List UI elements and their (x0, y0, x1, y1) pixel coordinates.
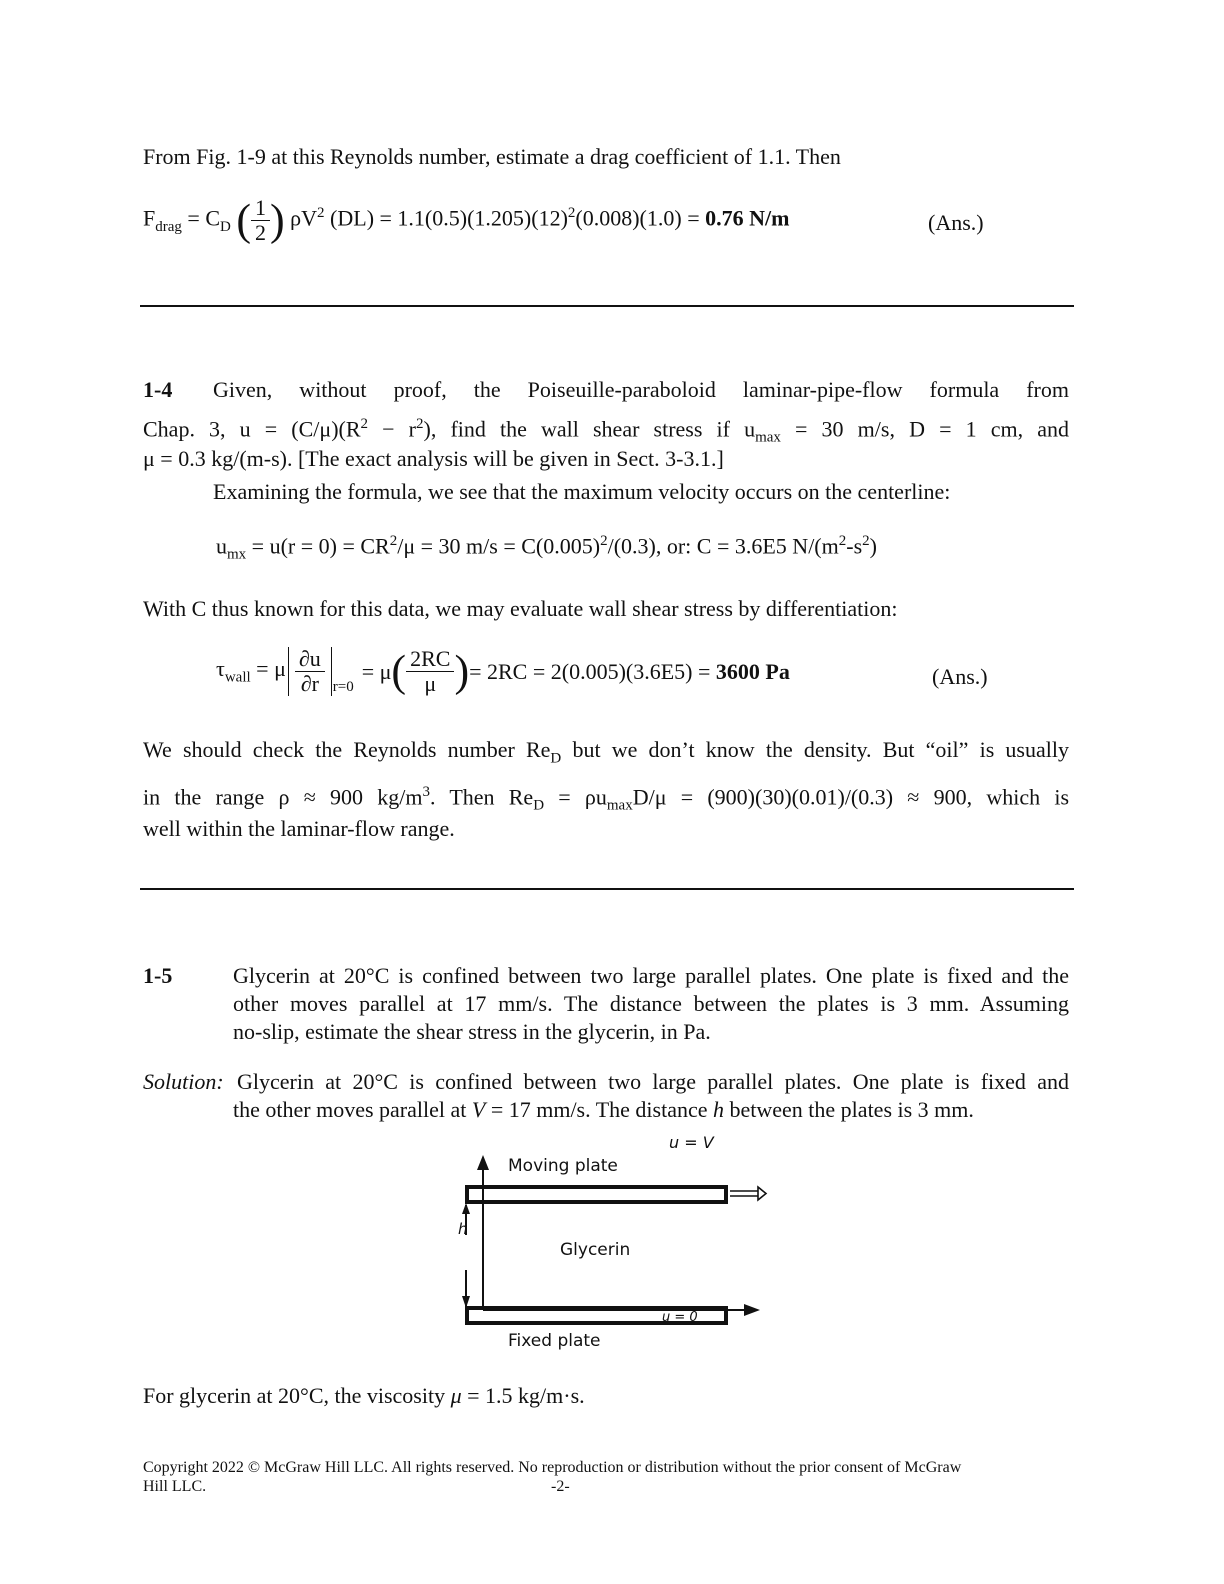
bottom-axis-arrow (744, 1304, 760, 1316)
drag-equation: $F_{drag} = C_D$ ( $\frac{1}{2}$ ) $\rho V^2$ $(DL) = 1.1(0.5)(1.205)(12)^2(0.008)(1.0) = 0.76$ N/m (143, 195, 790, 245)
p14-line-3: μ = 0.3 kg/(m-s). [The exact analysis will be given in Sect. 3-3.1.] (143, 446, 724, 471)
section-divider-2 (140, 888, 1074, 890)
shear-answer: 3600 Pa (715, 658, 790, 684)
solution-line-2: the other moves parallel at V = 17 mm/s. The distance h between the plates is 3 mm. (233, 1097, 974, 1122)
p15-line-2: other moves parallel at 17 mm/s. The distance between the plates is 3 mm. Assuming (233, 991, 1069, 1016)
p14-line-1: Given, without proof, the Poiseuille-paraboloid laminar-pipe-flow formula from (213, 377, 1069, 402)
ans-tag-1: (Ans.) (928, 210, 984, 235)
footer-copyright: Copyright 2022 © McGraw Hill LLC. All rights reserved. No reproduction or distribution without the prior consent of McGraw (143, 1459, 962, 1476)
p14-line-6: We should check the Reynolds number $Re_D$ but we don’t know the density. But “oil” is usually (143, 737, 1069, 767)
u-zero-label: u = 0 (662, 1310, 698, 1325)
p15-line-3: no-slip, estimate the shear stress in the glycerin, in Pa. (233, 1019, 711, 1044)
p14-line-7: in the range ρ ≈ 900 $kg/m^3$. Then $Re_D = \rho u_{max}D/\mu = (900)(30)(0.01)/(0.3) \approx 900$, which is (143, 784, 1069, 814)
solution-label: Solution: (143, 1069, 224, 1094)
intro-text: From Fig. 1-9 at this Reynolds number, estimate a drag coefficient of 1.1. Then (143, 144, 841, 169)
footer-copyright-2: Hill LLC. (143, 1478, 207, 1495)
moving-plate-label: Moving plate (508, 1156, 618, 1176)
solution-line-1: Glycerin at 20°C is confined between two large parallel plates. One plate is fixed and (237, 1069, 1069, 1094)
p14-line-5: With C thus known for this data, we may evaluate wall shear stress by differentiation: (143, 596, 898, 621)
ans-tag-2: (Ans.) (932, 664, 988, 689)
section-divider-1 (140, 305, 1074, 307)
velocity-axis-arrow (477, 1155, 489, 1170)
drag-answer: 0.76 N/m (705, 205, 790, 231)
problem-number-1-4: 1-4 (143, 377, 173, 402)
p15-line-1: Glycerin at 20°C is confined between two large parallel plates. One plate is fixed and the (233, 963, 1069, 988)
moving-arrow-head (758, 1187, 766, 1200)
h-label: h (458, 1220, 468, 1238)
p14-line-4: Examining the formula, we see that the maximum velocity occurs on the centerline: (213, 479, 951, 504)
p14-line-2: Chap. 3, $u = (C/\mu)(R^2 - r^2)$, find the wall shear stress if $u_{max} = 30$ m/s, D = 1 cm, and (143, 416, 1069, 446)
page-number: -2- (551, 1478, 570, 1495)
u-equals-v-label: u = V (669, 1133, 714, 1152)
glycerin-label: Glycerin (560, 1240, 631, 1260)
viscosity-line: For glycerin at 20°C, the viscosity μ = 1.5 kg/m·s. (143, 1383, 585, 1408)
fixed-plate-label: Fixed plate (508, 1331, 601, 1351)
problem-number-1-5: 1-5 (143, 963, 173, 988)
p14-line-8: well within the laminar-flow range. (143, 816, 455, 841)
umax-equation: $u_{mx} = u(r = 0) = CR^2/\mu = 30$ $m/s = C(0.005)^2/(0.3)$, or: C = 3.6E5 $N/(m^2-s^2)$ (216, 533, 877, 563)
moving-plate-shape (467, 1187, 726, 1202)
h-arrowhead-top (462, 1203, 470, 1214)
wall-shear-equation: $\tau_{wall} = \mu$ $\frac{\partial u}{\partial r}$ r=0= μ( $\frac{2RC}{\mu}$ )= 2RC = 2(0.005)(3.6E5) = 3600 Pa (216, 646, 790, 696)
